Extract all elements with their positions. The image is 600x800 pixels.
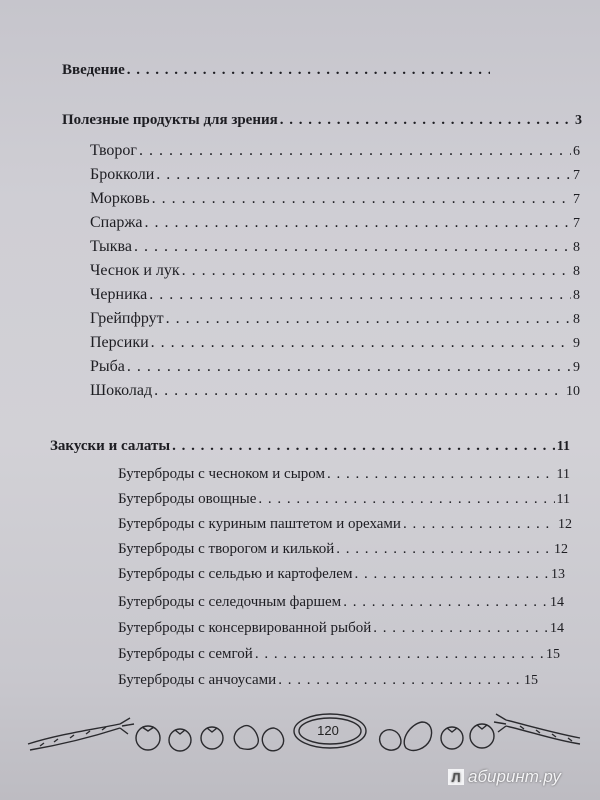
toc-item [118, 541, 568, 558]
labirint-logo: Л [448, 769, 464, 785]
toc-item [118, 491, 570, 508]
dot-leader [154, 382, 564, 400]
dot-leader [127, 62, 490, 79]
dot-leader [403, 516, 556, 533]
dot-leader [172, 438, 555, 455]
dot-leader [145, 214, 572, 232]
dot-leader [139, 142, 571, 160]
toc-item-title: Бутерброды с творогом и килькой [118, 541, 335, 557]
toc-page-number: 7 [573, 216, 580, 231]
toc-item [118, 672, 538, 689]
toc-item [90, 190, 580, 208]
toc-page-number: 13 [551, 567, 565, 582]
toc-item-title: Чеснок и лук [90, 262, 180, 279]
toc-item-title: Бутерброды с сельдью и картофелем [118, 566, 353, 582]
dot-leader [280, 112, 573, 129]
toc-page-number: 8 [573, 240, 580, 255]
dot-leader [134, 238, 571, 256]
tomato-icon [441, 727, 463, 749]
toc-page-number: 14 [550, 595, 564, 610]
dot-leader [343, 594, 548, 611]
dot-leader [373, 620, 548, 637]
dot-leader [258, 491, 554, 508]
page-number: 120 [317, 723, 339, 738]
dot-leader [354, 566, 549, 583]
tomato-icon [470, 724, 494, 748]
toc-item-title: Грейпфрут [90, 310, 164, 327]
toc-item [90, 238, 580, 256]
toc-page-number: 8 [573, 264, 580, 279]
toc-item [90, 382, 580, 400]
dot-leader [151, 334, 571, 352]
toc-section-intro [62, 62, 492, 79]
toc-page-number: 3 [575, 113, 582, 128]
toc-item-title: Бутерброды с селедочным фаршем [118, 594, 342, 610]
toc-page-number: 11 [556, 439, 570, 454]
eggplant-icon [404, 722, 431, 750]
pear-icon [262, 728, 283, 751]
toc-item-title: Рыба [90, 358, 125, 375]
pear-icon [380, 730, 401, 750]
toc-item [90, 166, 580, 184]
toc-page-number: 7 [573, 192, 580, 207]
toc-item [90, 358, 580, 376]
toc-title: Полезные продукты для зрения [62, 112, 278, 128]
toc-item [90, 262, 580, 280]
toc-item-title: Персики [90, 334, 149, 351]
toc-page-number: 9 [573, 360, 580, 375]
toc-page-number: 9 [573, 336, 580, 351]
toc-page-number: 6 [573, 144, 580, 159]
toc-item-title: Творог [90, 142, 137, 159]
toc-page-number: 10 [566, 384, 580, 399]
toc-title: Закуски и салаты [50, 438, 171, 454]
toc-item-title: Бутерброды с чесноком и сыром [118, 466, 325, 482]
toc-item-title: Спаржа [90, 214, 143, 231]
toc-item [118, 466, 570, 483]
carrot-icon [28, 718, 134, 750]
toc-item-title: Бутерброды с анчоусами [118, 672, 277, 688]
toc-page-number: 14 [550, 621, 564, 636]
toc-item [90, 142, 580, 160]
dot-leader [166, 310, 571, 328]
watermark-text: абиринт.ру [468, 767, 561, 786]
dot-leader [182, 262, 571, 280]
toc-section-products [62, 112, 582, 129]
toc-title: Введение [62, 62, 125, 78]
toc-item [118, 566, 565, 583]
toc-section-snacks [50, 438, 570, 455]
toc-item-title: Черника [90, 286, 148, 303]
toc-page-number: 7 [573, 168, 580, 183]
dot-leader [278, 672, 522, 689]
dot-leader [255, 646, 544, 663]
toc-item [90, 310, 580, 328]
pear-icon [234, 726, 258, 750]
toc-page-number: 12 [554, 542, 568, 557]
toc-item [118, 646, 560, 663]
dot-leader [127, 358, 571, 376]
toc-item-title: Бутерброды с куриным паштетом и орехами [118, 516, 401, 532]
toc-item-title: Брокколи [90, 166, 155, 183]
toc-item-title: Бутерброды с консервированной рыбой [118, 620, 372, 636]
dot-leader [152, 190, 571, 208]
toc-page-number: 12 [558, 517, 572, 532]
toc-item [90, 334, 580, 352]
toc-item-title: Тыква [90, 238, 132, 255]
toc-item-title: Бутерброды с семгой [118, 646, 253, 662]
toc-page-number: 11 [556, 467, 570, 482]
toc-item [118, 516, 572, 533]
dot-leader [149, 286, 571, 304]
tomato-icon [169, 729, 191, 751]
tomato-icon [136, 726, 160, 750]
dot-leader [156, 166, 571, 184]
carrot-icon [494, 714, 580, 744]
toc-item [118, 594, 564, 611]
toc-item-title: Бутерброды овощные [118, 491, 257, 507]
toc-item [90, 214, 580, 232]
toc-item [90, 286, 580, 304]
tomato-icon [201, 727, 223, 749]
toc-page-number: 8 [573, 312, 580, 327]
toc-item-title: Морковь [90, 190, 150, 207]
toc-page-number: 15 [546, 647, 560, 662]
toc-item [118, 620, 564, 637]
toc-page-number: 15 [524, 673, 538, 688]
toc-page-number: 8 [573, 288, 580, 303]
toc-page-number: 11 [556, 492, 570, 507]
dot-leader [336, 541, 552, 558]
dot-leader [327, 466, 555, 483]
toc-item-title: Шоколад [90, 382, 153, 399]
labirint-watermark [448, 762, 561, 792]
